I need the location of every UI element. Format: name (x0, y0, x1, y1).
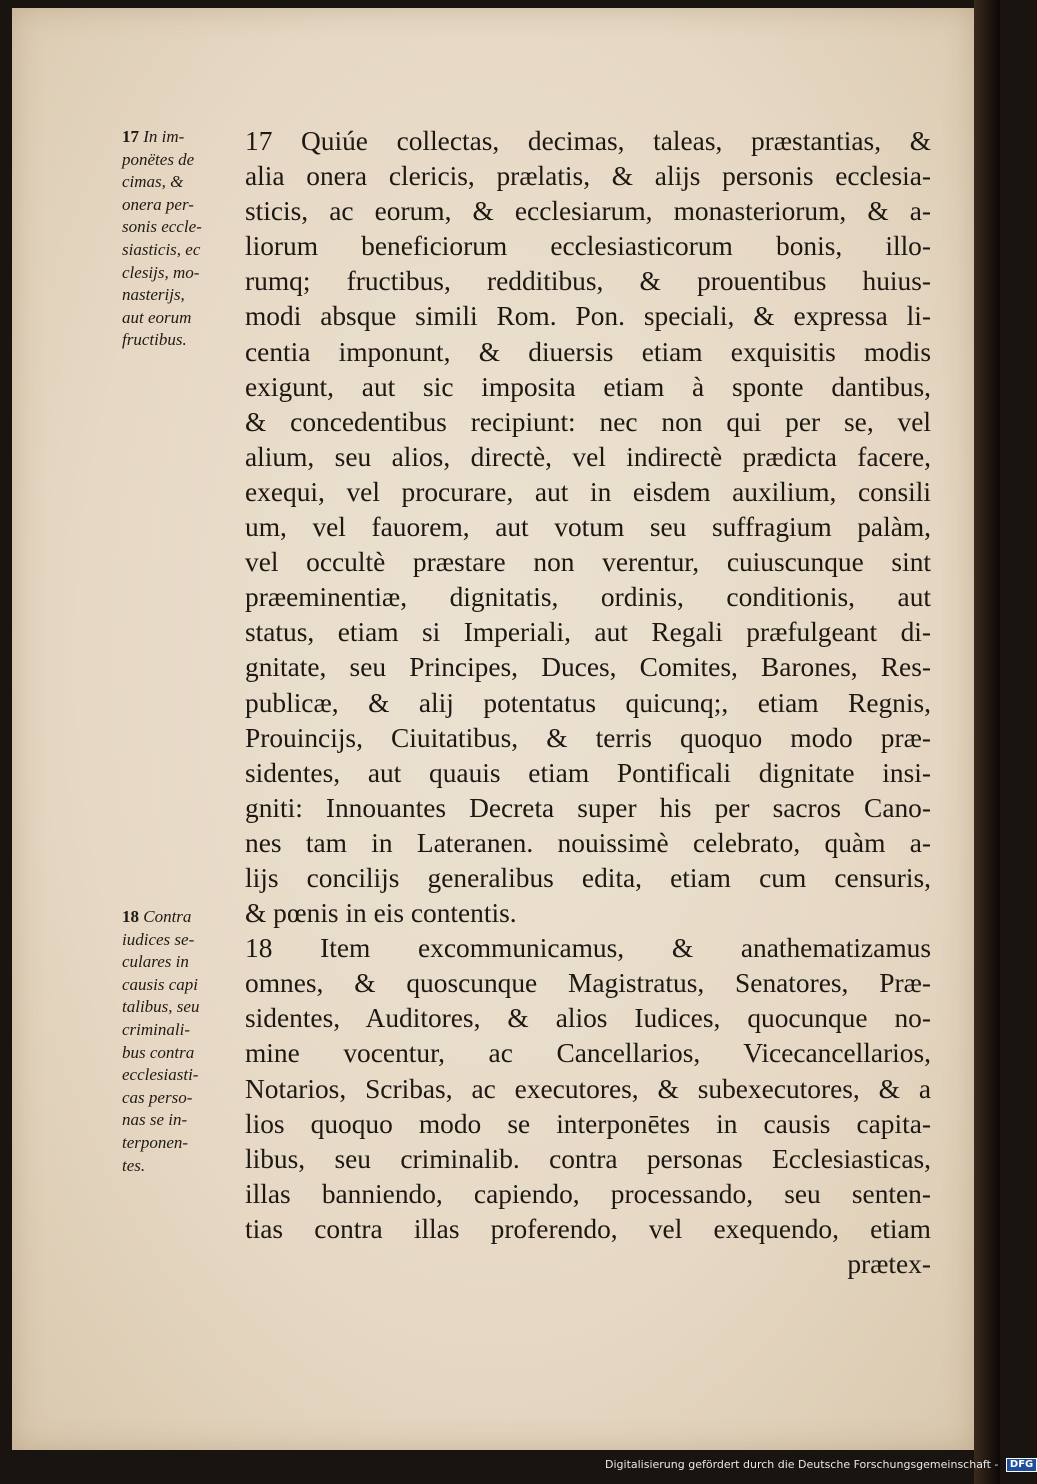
text-line: sidentes, aut quauis etiam Pontificali dignitate insi- (245, 757, 931, 788)
digitization-footer (605, 1458, 1037, 1472)
text-line: centia imponunt, & diuersis etiam exquisitis modis (245, 336, 931, 367)
book-spine-edge (974, 0, 1000, 1484)
text-line: sidentes, Auditores, & alios Iudices, quocunque no- (245, 1003, 931, 1034)
margin-note-line: culares in (122, 952, 189, 972)
text-line: gniti: Innouantes Decreta super his per sacros Cano- (245, 792, 931, 823)
text-line: Notarios, Scribas, ac executores, & subexecutores, & a (245, 1073, 931, 1104)
margin-note-line: In im- (143, 127, 185, 146)
text-line: mine vocentur, ac Cancellarios, Vicecancellarios, (245, 1038, 931, 1069)
text-line: gnitate, seu Principes, Duces, Comites, Barones, Res- (245, 652, 931, 683)
text-line: & pœnis in eis contentis. (245, 898, 517, 929)
margin-note-line: criminali- (122, 1019, 190, 1039)
margin-note-number: 18 (122, 907, 139, 926)
text-line: publicæ, & alij potentatus quicunq;, etiam Regnis, (245, 687, 931, 718)
margin-note-line: aut eorum (122, 307, 192, 327)
text-line: modi absque simili Rom. Pon. speciali, & expressa li- (245, 301, 931, 332)
margin-note-line: nasterijs, (122, 285, 185, 305)
text-line: rumq; fructibus, redditibus, & prouentibus huius- (245, 266, 931, 297)
margin-note-line: nas se in- (122, 1110, 188, 1130)
text-line: illas banniendo, capiendo, processando, seu senten- (245, 1178, 931, 1209)
text-line: exequi, vel procurare, aut in eisdem auxilium, consili (245, 476, 931, 507)
margin-note-line: tes. (122, 1155, 146, 1175)
text-line: 17 Quiúe collectas, decimas, taleas, præstantias, & (245, 126, 931, 156)
margin-note-line: Contra (143, 907, 192, 926)
text-line: omnes, & quoscunque Magistratus, Senatores, Præ- (245, 968, 931, 999)
catchword: prætex- (847, 1249, 931, 1279)
text-line: libus, seu criminalib. contra personas Ecclesiasticas, (245, 1143, 931, 1174)
text-line: alia onera clericis, prælatis, & alijs personis ecclesia- (245, 161, 931, 192)
footer-credit-text: Digitalisierung gefördert durch die Deutsche Forschungsgemeinschaft - (605, 1458, 999, 1471)
text-line: Prouincijs, Ciuitatibus, & terris quoquo modo præ- (245, 722, 931, 753)
margin-note-line: iudices se- (122, 929, 195, 949)
dfg-logo-icon: DFG (1006, 1458, 1037, 1472)
text-line: status, etiam si Imperiali, aut Regali præfulgeant di- (245, 617, 931, 648)
margin-note-line: onera per- (122, 194, 194, 214)
main-text (245, 124, 931, 1282)
text-line: alium, seu alios, directè, vel indirectè prædicta facere, (245, 441, 931, 472)
text-line: liorum beneficiorum ecclesiasticorum bonis, illo- (245, 231, 931, 262)
text-line: nes tam in Lateranen. nouissimè celebrato, quàm a- (245, 827, 931, 858)
text-line: præeminentiæ, dignitatis, ordinis, conditionis, aut (245, 582, 931, 613)
margin-note-line: talibus, seu (122, 997, 200, 1017)
text-line: lijs concilijs generalibus edita, etiam cum censuris, (245, 862, 931, 893)
text-line: 18 Item excommunicamus, & anathematizamus (245, 933, 931, 964)
margin-note-18 (122, 906, 199, 1177)
margin-note-line: cimas, & (122, 172, 184, 192)
margin-note-line: ecclesiasti- (122, 1065, 199, 1085)
margin-note-number: 17 (122, 127, 139, 146)
margin-note-line: clesijs, mo- (122, 262, 200, 282)
margin-note-line: sonis eccle- (122, 217, 202, 237)
text-line: exigunt, aut sic imposita etiam à sponte dantibus, (245, 371, 931, 402)
book-page (12, 8, 974, 1450)
margin-note-line: siasticis, ec (122, 239, 201, 259)
text-line: tias contra illas proferendo, vel exequendo, etiam (245, 1213, 931, 1244)
margin-note-line: fructibus. (122, 330, 187, 350)
margin-note-line: cas perso- (122, 1087, 193, 1107)
margin-note-line: terponen- (122, 1132, 189, 1152)
text-line: vel occultè præstare non verentur, cuiuscunque sint (245, 547, 931, 578)
margin-note-line: causis capi (122, 974, 199, 994)
text-line: & concedentibus recipiunt: nec non qui per se, vel (245, 406, 931, 437)
margin-note-line: ponëtes de (122, 149, 195, 169)
text-line: lios quoquo modo se interponētes in causis capita- (245, 1108, 931, 1139)
text-line: sticis, ac eorum, & ecclesiarum, monasteriorum, & a- (245, 196, 931, 227)
margin-note-line: bus contra (122, 1042, 195, 1062)
margin-note-17 (122, 126, 202, 352)
text-line: um, vel fauorem, aut votum seu suffragium palàm, (245, 512, 931, 543)
